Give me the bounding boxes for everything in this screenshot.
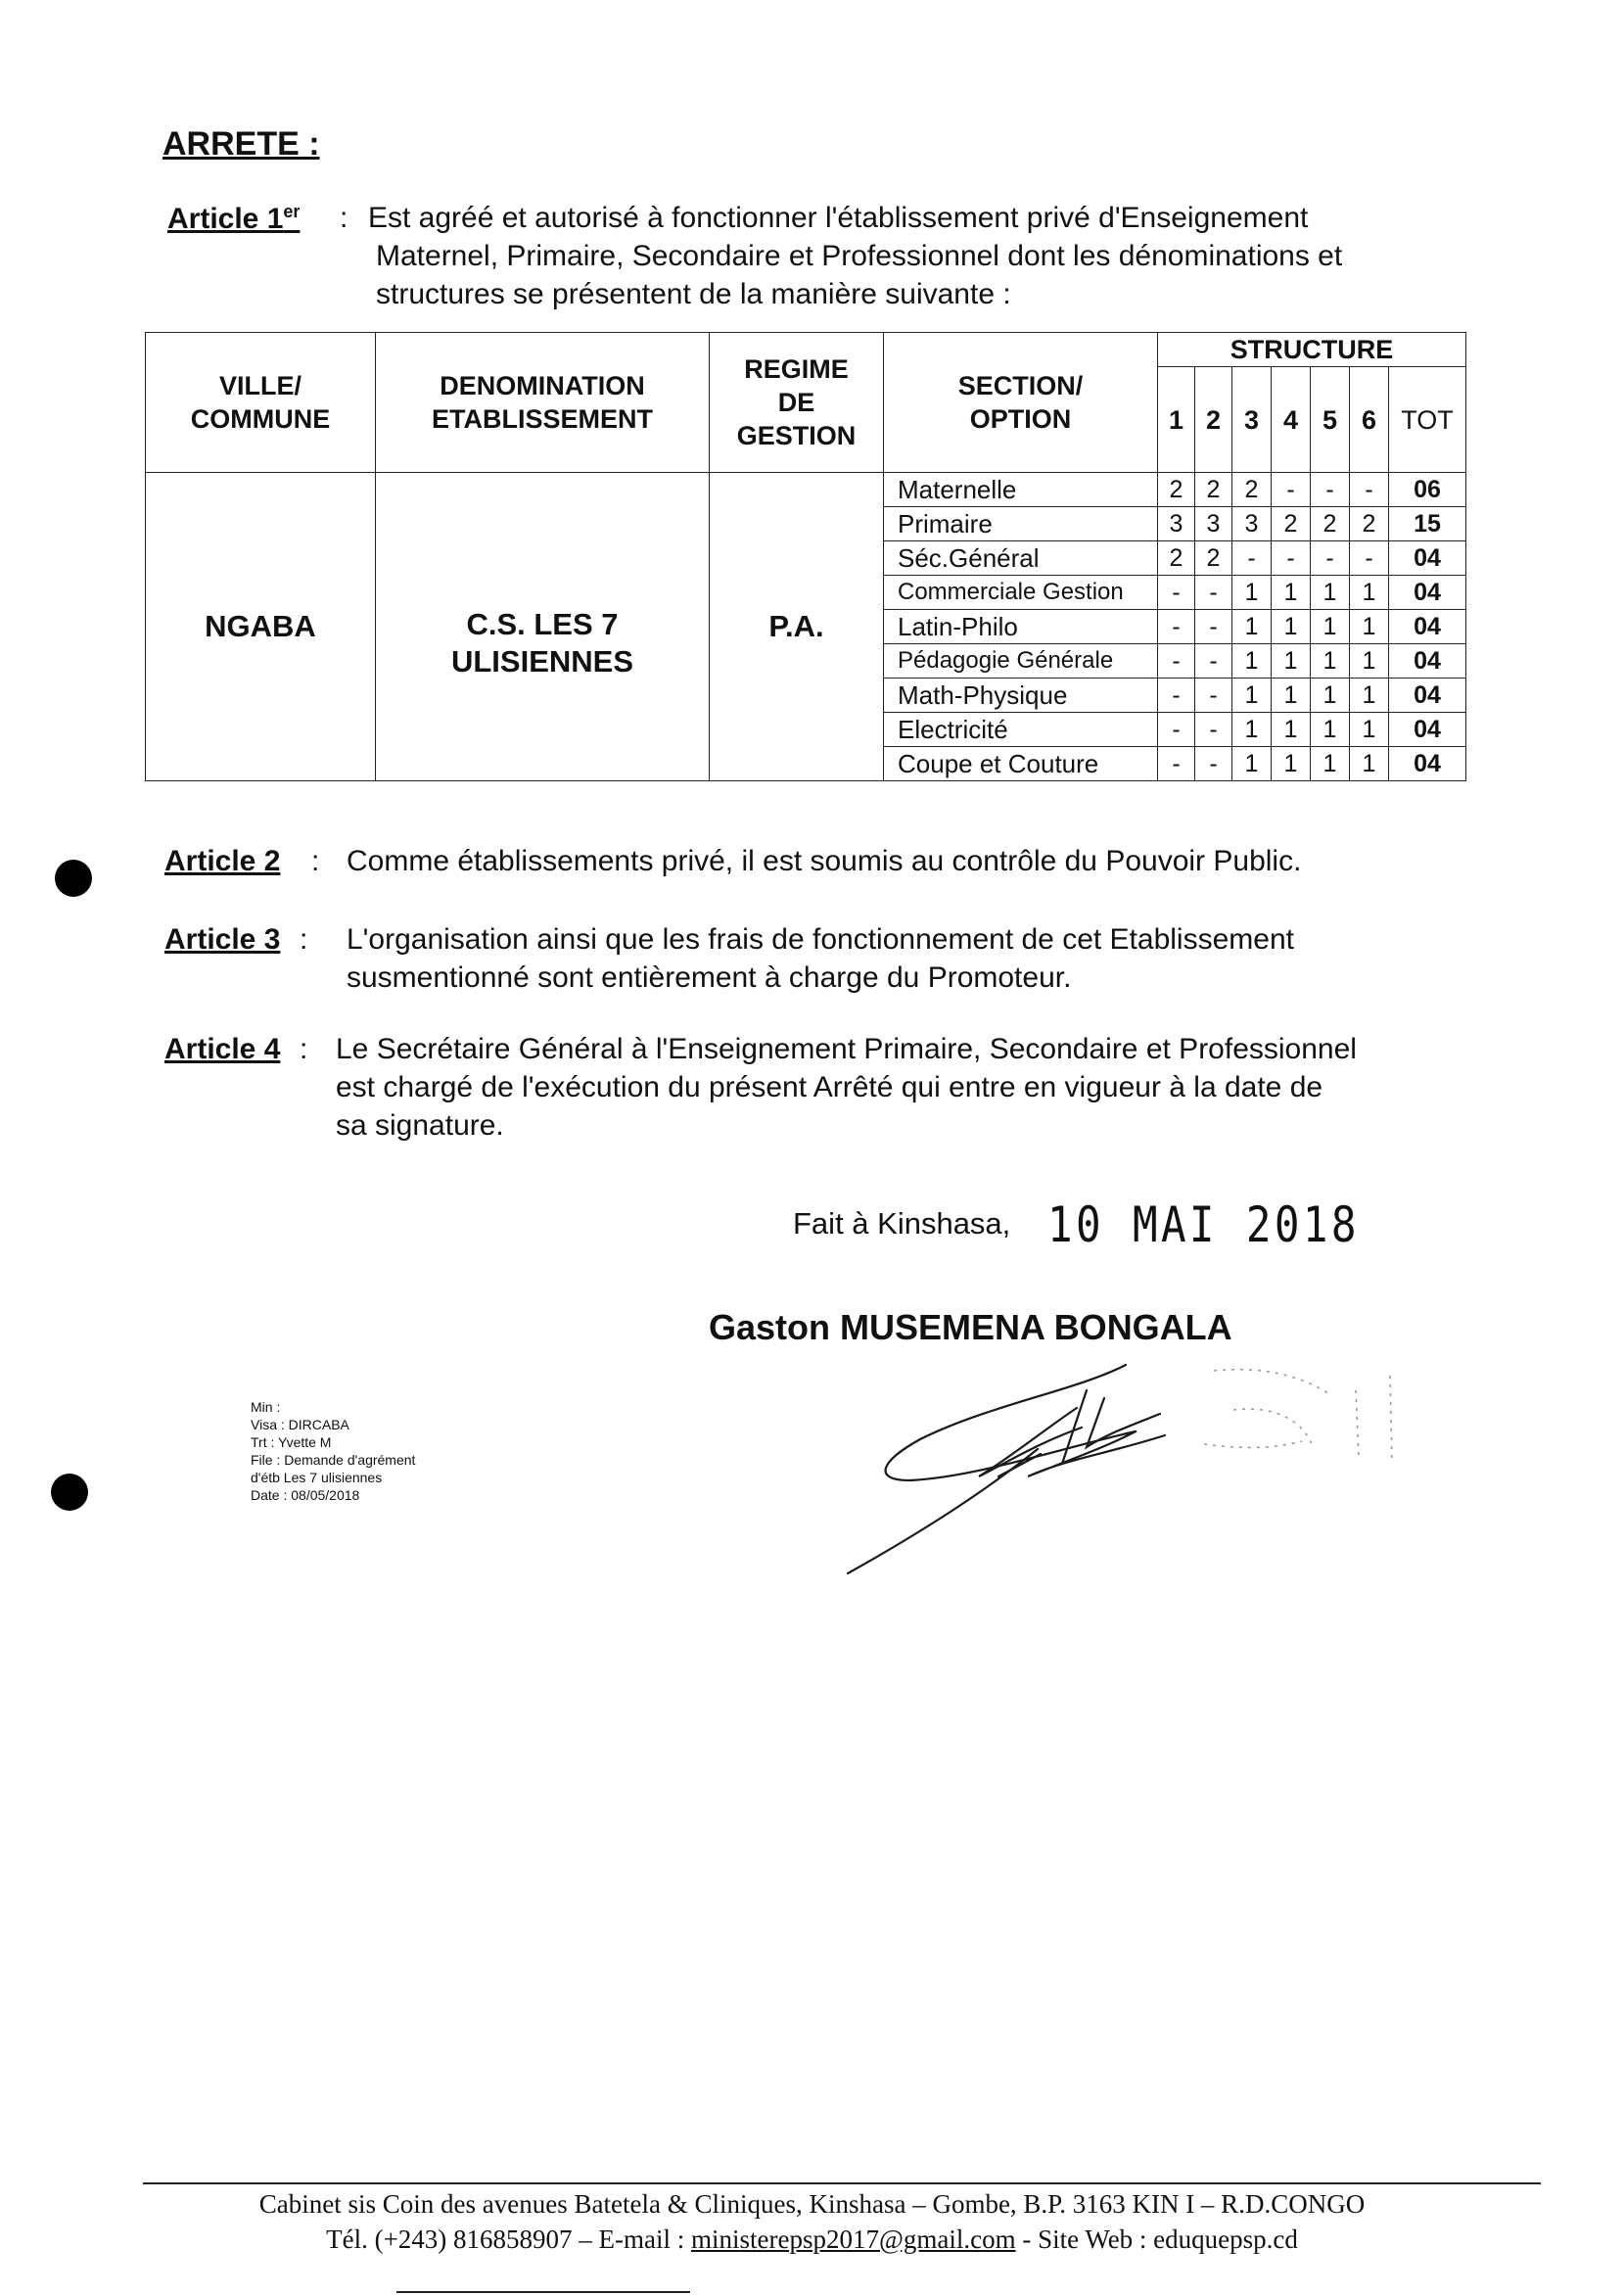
cell-value: - — [1311, 541, 1350, 576]
cell-value: 2 — [1272, 507, 1311, 541]
cell-section: Primaire — [884, 507, 1158, 541]
article-1-colon: : — [340, 202, 348, 234]
cell-value: 2 — [1195, 473, 1232, 507]
cell-value: 1 — [1232, 679, 1272, 713]
footer-contact — [0, 2225, 1624, 2255]
signature-stroke — [979, 1408, 1082, 1476]
header-regime-line: GESTION — [736, 421, 857, 450]
cell-value: - — [1158, 576, 1195, 610]
header-col-5: 5 — [1311, 367, 1350, 473]
cell-section: Séc.Général — [884, 541, 1158, 576]
cell-value: - — [1195, 713, 1232, 747]
header-section-line: SECTION/ — [957, 371, 1084, 400]
cell-value: 1 — [1311, 644, 1350, 679]
punch-hole-dot — [55, 860, 92, 897]
article-1-line: Est agréé et autorisé à fonctionner l'établissement privé d'Enseignement — [368, 202, 1309, 234]
cell-value: 1 — [1311, 747, 1350, 781]
article-3-colon: : — [300, 923, 308, 956]
header-col-6: 6 — [1350, 367, 1389, 473]
header-denomination-line: DENOMINATION — [440, 371, 645, 400]
cell-value: - — [1195, 644, 1232, 679]
article-2-line: Comme établissements privé, il est soumis au contrôle du Pouvoir Public. — [347, 845, 1302, 877]
header-col-3: 3 — [1232, 367, 1272, 473]
cell-value: 2 — [1350, 507, 1389, 541]
article-2-text — [347, 842, 1502, 880]
cell-total: 06 — [1389, 473, 1466, 507]
cell-total: 04 — [1389, 713, 1466, 747]
cell-section: Maternelle — [884, 473, 1158, 507]
article-4-line: Le Secrétaire Général à l'Enseignement Primaire, Secondaire et Professionnel — [336, 1033, 1357, 1065]
cell-value: 1 — [1350, 679, 1389, 713]
ref-line: File : Demande d'agrément — [251, 1452, 416, 1468]
article-2-label: Article 2 — [164, 845, 281, 877]
cell-value: 1 — [1350, 747, 1389, 781]
cell-value: 1 — [1350, 576, 1389, 610]
article-1-line: structures se présentent de la manière suivante : — [376, 278, 1011, 310]
cell-total: 04 — [1389, 541, 1466, 576]
cell-value: 2 — [1195, 541, 1232, 576]
cell-value: 1 — [1272, 644, 1311, 679]
cell-value: 1 — [1272, 610, 1311, 644]
article-4-line: est chargé de l'exécution du présent Arrêté qui entre en vigueur à la date de — [336, 1071, 1323, 1103]
cell-value: 1 — [1311, 679, 1350, 713]
cell-value: 3 — [1158, 507, 1195, 541]
article-2-colon: : — [311, 845, 320, 877]
cell-value: - — [1311, 473, 1350, 507]
stamp-mark — [1390, 1376, 1392, 1464]
article-3-text — [347, 920, 1502, 997]
cell-total: 04 — [1389, 576, 1466, 610]
cell-value: 1 — [1311, 610, 1350, 644]
faint-stamp-marks — [1204, 1370, 1392, 1464]
article-3-line: susmentionné sont entièrement à charge du Promoteur. — [347, 961, 1072, 994]
cell-value: 1 — [1232, 644, 1272, 679]
cell-value: - — [1272, 541, 1311, 576]
footer-email-link[interactable]: ministerepsp2017@gmail.com — [691, 2225, 1016, 2254]
ref-line: Min : — [251, 1399, 281, 1415]
cell-value: 1 — [1350, 644, 1389, 679]
header-col-2: 2 — [1195, 367, 1232, 473]
cell-value: 3 — [1195, 507, 1232, 541]
signature-stroke — [848, 1449, 1038, 1573]
cell-total: 04 — [1389, 610, 1466, 644]
denomination-line: C.S. LES 7 — [466, 607, 619, 641]
punch-hole-dot — [51, 1474, 88, 1511]
cell-value: 1 — [1232, 713, 1272, 747]
cell-value: - — [1158, 747, 1195, 781]
header-section — [884, 333, 1158, 473]
cell-value: 2 — [1232, 473, 1272, 507]
header-ville — [146, 333, 376, 473]
cell-total: 04 — [1389, 747, 1466, 781]
signature-graphic — [842, 1351, 1410, 1586]
cell-value: - — [1195, 747, 1232, 781]
cell-denomination — [376, 473, 710, 781]
signatory-name: Gaston MUSEMENA BONGALA — [709, 1307, 1232, 1347]
cell-section: Coupe et Couture — [884, 747, 1158, 781]
article-4-label: Article 4 — [164, 1033, 281, 1065]
cell-value: 2 — [1311, 507, 1350, 541]
cell-value: 1 — [1272, 679, 1311, 713]
stamp-mark — [1204, 1441, 1302, 1447]
page-title: ARRETE : — [162, 125, 320, 163]
cell-value: - — [1350, 473, 1389, 507]
bottom-rule — [396, 2291, 690, 2293]
ref-line: d'étb Les 7 ulisiennes — [251, 1470, 383, 1485]
header-structure: STRUCTURE — [1158, 333, 1466, 367]
cell-value: - — [1158, 679, 1195, 713]
reference-block — [251, 1398, 415, 1504]
article-1-label-text: Article 1 — [167, 203, 284, 235]
cell-value: - — [1158, 644, 1195, 679]
footer-contact-prefix: Tél. (+243) 816858907 – E-mail : — [326, 2225, 692, 2254]
place-text: Fait à Kinshasa, — [793, 1206, 1011, 1241]
cell-section: Electricité — [884, 713, 1158, 747]
cell-value: - — [1195, 679, 1232, 713]
cell-value: - — [1232, 541, 1272, 576]
article-3-label: Article 3 — [164, 923, 281, 956]
header-regime-line: REGIME — [744, 354, 849, 384]
header-regime-line: DE — [777, 388, 815, 417]
signature-stroke — [886, 1365, 1136, 1480]
signature-stroke — [1062, 1390, 1160, 1464]
denomination-line: ULISIENNES — [450, 644, 634, 679]
header-ville-line: COMMUNE — [190, 404, 331, 434]
article-1-line: Maternel, Primaire, Secondaire et Professionnel dont les dénominations et — [376, 240, 1343, 272]
cell-value: 1 — [1232, 747, 1272, 781]
cell-value: 1 — [1232, 576, 1272, 610]
cell-total: 04 — [1389, 644, 1466, 679]
cell-value: - — [1350, 541, 1389, 576]
cell-value: 1 — [1272, 576, 1311, 610]
cell-total: 04 — [1389, 679, 1466, 713]
header-col-1: 1 — [1158, 367, 1195, 473]
header-denomination-line: ETABLISSEMENT — [431, 404, 653, 434]
cell-value: 1 — [1311, 576, 1350, 610]
header-col-4: 4 — [1272, 367, 1311, 473]
cell-total: 15 — [1389, 507, 1466, 541]
cell-value: 2 — [1158, 473, 1195, 507]
article-1-superscript: er — [283, 202, 301, 221]
footer-address: Cabinet sis Coin des avenues Batetela & Cliniques, Kinshasa – Gombe, B.P. 3163 KIN I – R.D.CONGO — [258, 2189, 1366, 2219]
cell-value: - — [1272, 473, 1311, 507]
cell-regime: P.A. — [710, 473, 884, 781]
stamp-mark — [1233, 1409, 1312, 1444]
header-col-tot: TOT — [1389, 367, 1466, 473]
cell-value: 1 — [1232, 610, 1272, 644]
cell-value: - — [1158, 610, 1195, 644]
cell-section: Math-Physique — [884, 679, 1158, 713]
date-stamp: 10 MAI 2018 — [1047, 1196, 1360, 1253]
article-4-colon: : — [300, 1033, 308, 1065]
cell-value: 1 — [1311, 713, 1350, 747]
header-ville-line: VILLE/ — [218, 371, 302, 400]
cell-ville: NGABA — [146, 473, 376, 781]
cell-section: Pédagogie Générale — [884, 644, 1158, 679]
article-1-label — [167, 202, 300, 236]
header-denomination — [376, 333, 710, 473]
footer-contact-suffix: - Site Web : eduquepsp.cd — [1015, 2225, 1298, 2254]
ref-line: Date : 08/05/2018 — [251, 1487, 360, 1503]
stamp-mark — [1214, 1370, 1331, 1395]
cell-value: - — [1195, 610, 1232, 644]
cell-value: 3 — [1232, 507, 1272, 541]
cell-value: 2 — [1158, 541, 1195, 576]
article-3-line: L'organisation ainsi que les frais de fonctionnement de cet Etablissement — [347, 923, 1294, 956]
cell-value: 1 — [1272, 747, 1311, 781]
article-4-text — [336, 1030, 1510, 1145]
cell-section: Commerciale Gestion — [884, 576, 1158, 610]
article-4-line: sa signature. — [336, 1109, 504, 1142]
header-section-line: OPTION — [969, 404, 1072, 434]
ref-line: Visa : DIRCABA — [251, 1417, 349, 1432]
stamp-mark — [1356, 1390, 1359, 1459]
cell-value: 1 — [1272, 713, 1311, 747]
cell-value: - — [1195, 576, 1232, 610]
cell-value: 1 — [1350, 610, 1389, 644]
footer-rule — [143, 2182, 1541, 2184]
cell-value: 1 — [1350, 713, 1389, 747]
table-row — [146, 473, 1466, 507]
header-regime — [710, 333, 884, 473]
cell-value: - — [1158, 713, 1195, 747]
cell-section: Latin-Philo — [884, 610, 1158, 644]
structure-table — [145, 332, 1466, 781]
article-1-text — [368, 199, 1494, 313]
ref-line: Trt : Yvette M — [251, 1434, 332, 1450]
